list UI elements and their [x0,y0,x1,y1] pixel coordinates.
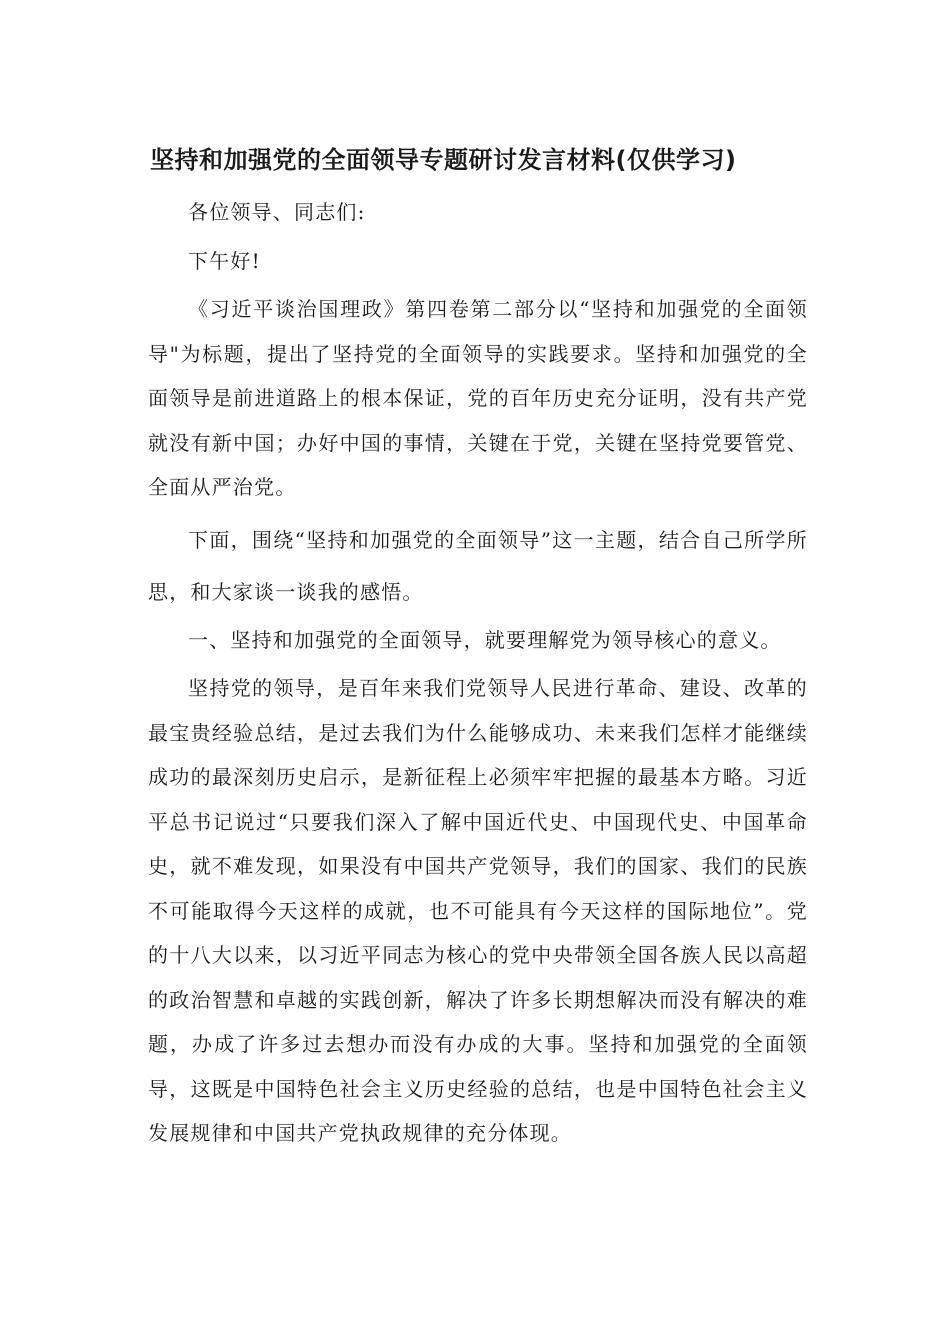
paragraph-greeting: 各位领导、同志们: [188,200,366,224]
paragraph-intro: 《习近平谈治国理政》第四卷第二部分以“坚持和加强党的全面领导"为标题，提出了坚持党的全面领导的实践要求。坚持和加强党的全面领导是前进道路上的根本保证，党的百年历史充分证明，没有共产党就没有新中国；办好中国的事情，关键在于党，关键在坚持党要管党、全面从严治党。 [148,297,808,499]
paragraph-theme: 下面，围绕“坚持和加强党的全面领导”这一主题，结合自己所学所思，和大家谈一谈我的感悟。 [148,527,808,604]
paragraph-section-1-body: 坚持党的领导，是百年来我们党领导人民进行革命、建设、改革的最宝贵经验总结，是过去我们为什么能够成功、未来我们怎样才能继续成功的最深刻历史启示，是新征程上必须牢牢把握的最基本方略。习近平总书记说过“只要我们深入了解中国近代史、中国现代史、中国革命史，就不难发现，如果没有中国共产党领导，我们的国家、我们的民族不可能取得今天这样的成就，也不可能具有今天这样的国际地位”。党的十八大以来，以习近平同志为核心的党中央带领全国各族人民以高超的政治智慧和卓越的实践创新，解决了许多长期想解决而没有解决的难题，办成了许多过去想办而没有办成的大事。坚持和加强党的全面领导，这既是中国特色社会主义历史经验的总结，也是中国特色社会主义发展规律和中国共产党执政规律的充分体现。 [148,676,808,1145]
document-body [148,190,808,1160]
document-title: 坚持和加强党的全面领导专题研讨发言材料(仅供学习) [150,146,737,174]
paragraph-salutation: 下午好! [188,248,261,273]
section-heading-1: 一、坚持和加强党的全面领导，就要理解党为领导核心的意义。 [188,627,782,652]
